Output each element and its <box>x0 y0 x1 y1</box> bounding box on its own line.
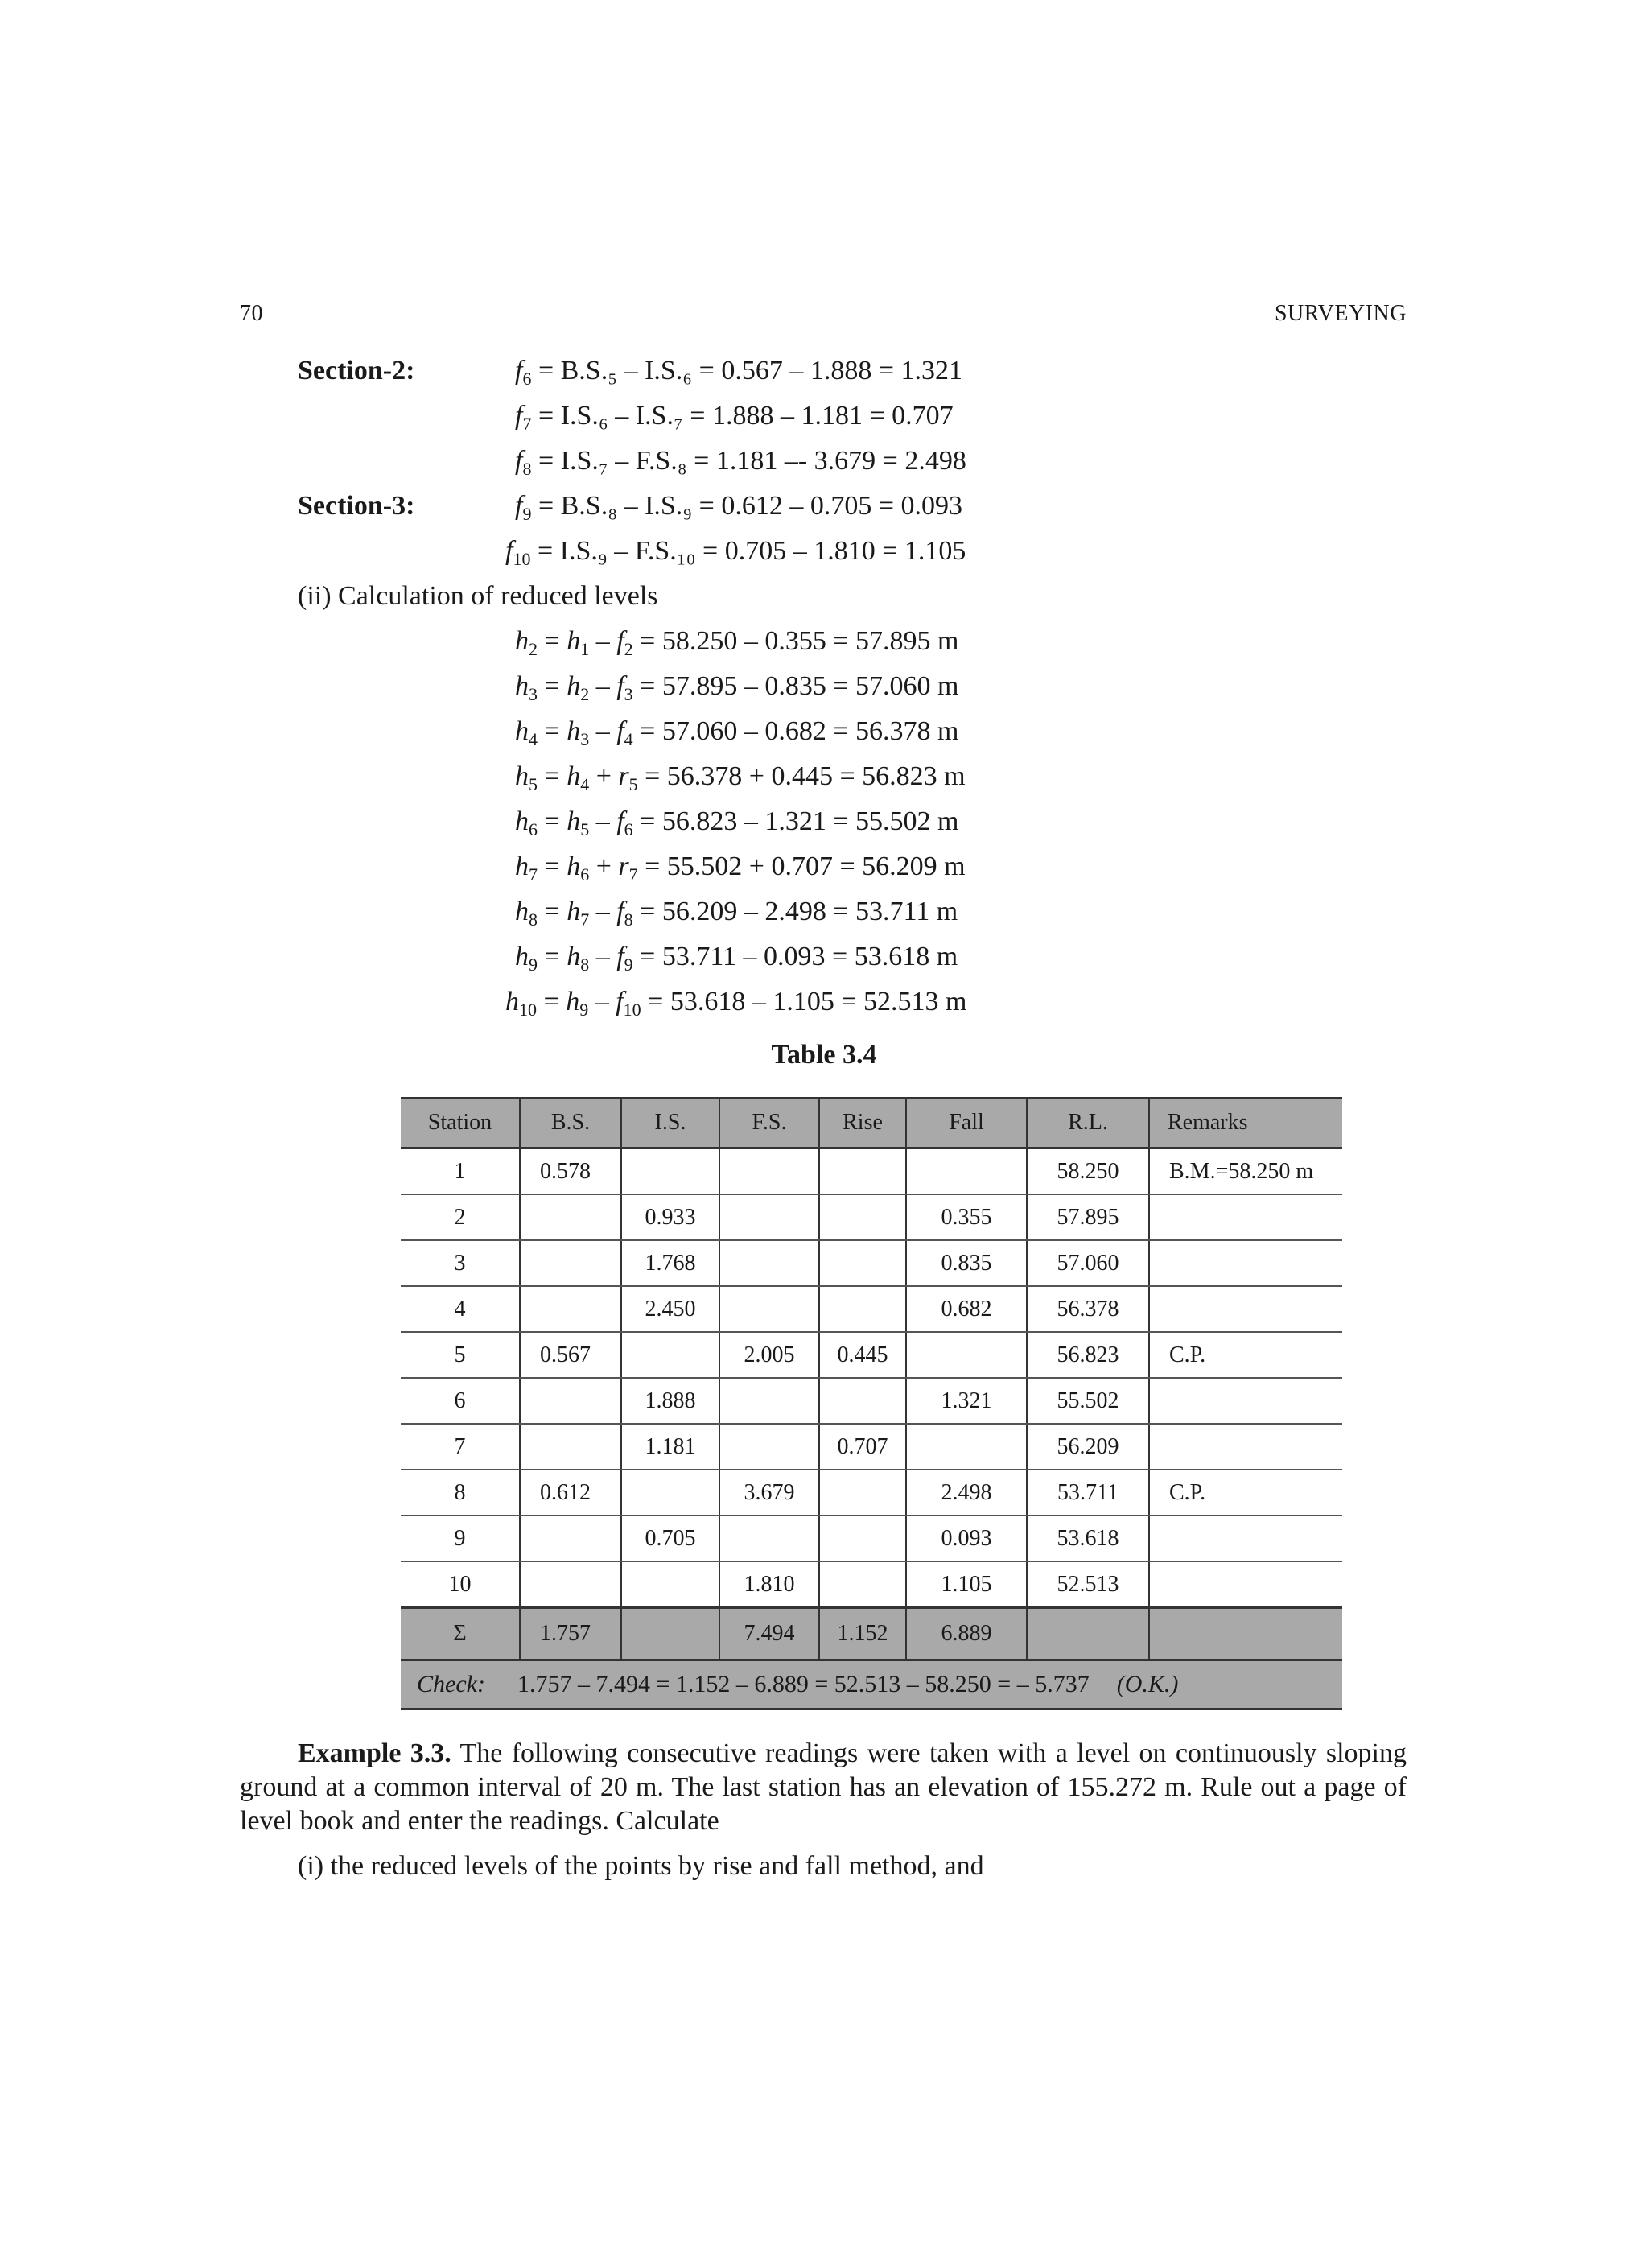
table-row <box>401 1194 1342 1240</box>
table-cell: 9 <box>401 1515 520 1561</box>
table-cell: Σ <box>401 1608 520 1660</box>
table-cell <box>621 1332 719 1378</box>
table-cell <box>906 1424 1027 1470</box>
equation-h9-text: = 53.711 – 0.093 = 53.618 m <box>640 942 958 971</box>
table-cell: 0.612 <box>520 1470 621 1515</box>
table-cell <box>719 1148 819 1195</box>
table-cell <box>520 1561 621 1608</box>
calculation-heading: (ii) Calculation of reduced levels <box>298 581 658 611</box>
column-header: B.S. <box>520 1098 621 1148</box>
table-row <box>401 1240 1342 1286</box>
table-cell: 2.005 <box>719 1332 819 1378</box>
table-sum-row <box>401 1608 1342 1660</box>
equation-f7: $f_7 = I.S._6 - I.S._7 = 1.888 - 1.181 = 0.707$ <box>515 401 954 434</box>
table-cell <box>520 1515 621 1561</box>
equation-f6: $f_6 = B.S._5 - I.S._6 = 0.567 - 1.888 = 1.321$ <box>515 356 963 389</box>
table-cell <box>520 1378 621 1424</box>
table-cell: 6.889 <box>906 1608 1027 1660</box>
level-book-table <box>401 1097 1342 1710</box>
column-header: F.S. <box>719 1098 819 1148</box>
table-cell: 52.513 <box>1027 1561 1149 1608</box>
table-cell <box>1149 1194 1342 1240</box>
table-title: Table 3.4 <box>771 1040 877 1070</box>
equation-f8-text: = I.S.₇ – F.S.₈ = 1.181 –- 3.679 = 2.498 <box>538 446 966 476</box>
equation-h8: $h_8 = h_7 - f_8 = 56.209 - 2.498 = 53.711$ m <box>515 897 958 930</box>
table-cell <box>719 1515 819 1561</box>
equation-h6-text: = 56.823 – 1.321 = 55.502 m <box>640 806 959 836</box>
table-cell: 1.152 <box>819 1608 906 1660</box>
equation-f10-text: = I.S.₉ – F.S.₁₀ = 0.705 – 1.810 = 1.105 <box>537 536 966 566</box>
table-cell: C.P. <box>1149 1470 1342 1515</box>
table-cell <box>621 1148 719 1195</box>
table-cell: 2.498 <box>906 1470 1027 1515</box>
table-cell <box>906 1332 1027 1378</box>
table-cell: 2 <box>401 1194 520 1240</box>
table-row <box>401 1470 1342 1515</box>
equation-h7: $h_7 = h_6 + r_7 = 55.502 + 0.707 = 56.209$ m <box>515 852 966 885</box>
equation-h5: $h_5 = h_4 + r_5 = 56.378 + 0.445 = 56.823$ m <box>515 761 966 794</box>
table-cell <box>1149 1240 1342 1286</box>
table-cell <box>1149 1561 1342 1608</box>
table-cell <box>520 1194 621 1240</box>
table-cell: 57.895 <box>1027 1194 1149 1240</box>
table-cell: 3 <box>401 1240 520 1286</box>
equation-h2: $h_2 = h_1 - f_2 = 58.250 - 0.355 = 57.895$ m <box>515 626 959 659</box>
table-cell <box>719 1194 819 1240</box>
table-cell: 0.705 <box>621 1515 719 1561</box>
table-cell <box>520 1286 621 1332</box>
table-cell <box>1149 1608 1342 1660</box>
equation-h4: $h_4 = h_3 - f_4 = 57.060 - 0.682 = 56.378$ m <box>515 716 959 749</box>
table-cell <box>621 1561 719 1608</box>
table-cell: 0.578 <box>520 1148 621 1195</box>
table-header-row <box>401 1098 1342 1148</box>
table-cell: 56.823 <box>1027 1332 1149 1378</box>
section-3-label: Section-3: <box>298 491 415 521</box>
table-cell: 55.502 <box>1027 1378 1149 1424</box>
table-cell <box>719 1240 819 1286</box>
table-cell <box>1149 1286 1342 1332</box>
equation-h8-text: = 56.209 – 2.498 = 53.711 m <box>640 897 958 926</box>
table-cell <box>819 1561 906 1608</box>
table-cell: 0.682 <box>906 1286 1027 1332</box>
table-row <box>401 1561 1342 1608</box>
table-cell: 8 <box>401 1470 520 1515</box>
equation-h9: $h_9 = h_8 - f_9 = 53.711 - 0.093 = 53.618$ m <box>515 942 958 975</box>
equation-h3-text: = 57.895 – 0.835 = 57.060 m <box>640 671 959 701</box>
table-cell <box>621 1608 719 1660</box>
table-cell: 1.768 <box>621 1240 719 1286</box>
equation-f7-text: = I.S.₆ – I.S.₇ = 1.888 – 1.181 = 0.707 <box>538 401 954 431</box>
table-cell <box>819 1194 906 1240</box>
table-cell: 1.757 <box>520 1608 621 1660</box>
table-cell: 1.888 <box>621 1378 719 1424</box>
table-cell <box>719 1424 819 1470</box>
section-2-label: Section-2: <box>298 356 415 386</box>
check-ok: (O.K.) <box>1116 1671 1179 1697</box>
equation-f10: $f_{10} = I.S._9 - F.S._{10} = 0.705 - 1.810 = 1.105$ <box>505 536 966 569</box>
column-header: R.L. <box>1027 1098 1149 1148</box>
table-cell <box>1149 1515 1342 1561</box>
table-check-row <box>401 1660 1342 1709</box>
table-cell <box>1149 1424 1342 1470</box>
table-cell: 53.711 <box>1027 1470 1149 1515</box>
table-cell <box>1027 1608 1149 1660</box>
table-cell: 6 <box>401 1378 520 1424</box>
table-cell <box>819 1286 906 1332</box>
table-cell: 1.321 <box>906 1378 1027 1424</box>
table-cell: 4 <box>401 1286 520 1332</box>
table-cell <box>906 1148 1027 1195</box>
equation-f6-text: = B.S.₅ – I.S.₆ = 0.567 – 1.888 = 1.321 <box>538 356 963 386</box>
table-cell: 1.181 <box>621 1424 719 1470</box>
table-cell <box>819 1240 906 1286</box>
table-cell: 56.209 <box>1027 1424 1149 1470</box>
check-text: 1.757 – 7.494 = 1.152 – 6.889 = 52.513 – 58.250 = – 5.737 <box>517 1671 1090 1697</box>
equation-h2-text: = 58.250 – 0.355 = 57.895 m <box>640 626 959 656</box>
table-cell: 10 <box>401 1561 520 1608</box>
table-cell <box>819 1470 906 1515</box>
table-cell: 0.093 <box>906 1515 1027 1561</box>
table-cell: 5 <box>401 1332 520 1378</box>
equation-h6: $h_6 = h_5 - f_6 = 56.823 - 1.321 = 55.502$ m <box>515 806 959 839</box>
table-cell: B.M.=58.250 m <box>1149 1148 1342 1195</box>
table-cell <box>819 1378 906 1424</box>
table-cell: 0.445 <box>819 1332 906 1378</box>
column-header: Fall <box>906 1098 1027 1148</box>
table-cell <box>520 1240 621 1286</box>
table-cell: 57.060 <box>1027 1240 1149 1286</box>
table-row <box>401 1148 1342 1195</box>
equation-h7-text: = 55.502 + 0.707 = 56.209 m <box>645 852 966 881</box>
column-header: Rise <box>819 1098 906 1148</box>
page-number: 70 <box>240 301 263 326</box>
table-cell <box>621 1470 719 1515</box>
table-row <box>401 1286 1342 1332</box>
equation-h5-text: = 56.378 + 0.445 = 56.823 m <box>645 761 966 791</box>
example-paragraph <box>240 1737 1407 1838</box>
table-cell: 0.355 <box>906 1194 1027 1240</box>
table-cell: 1 <box>401 1148 520 1195</box>
table-row <box>401 1515 1342 1561</box>
table-cell: 58.250 <box>1027 1148 1149 1195</box>
column-header: I.S. <box>621 1098 719 1148</box>
table-cell: 7.494 <box>719 1608 819 1660</box>
table-cell <box>719 1378 819 1424</box>
table-cell: 0.707 <box>819 1424 906 1470</box>
check-cell <box>401 1660 1342 1709</box>
example-item-i: (i) the reduced levels of the points by rise and fall method, and <box>298 1851 984 1881</box>
table-cell <box>819 1148 906 1195</box>
table-cell: 56.378 <box>1027 1286 1149 1332</box>
equation-h10-text: = 53.618 – 1.105 = 52.513 m <box>648 987 967 1016</box>
table-cell: 53.618 <box>1027 1515 1149 1561</box>
example-text: The following consecutive readings were taken with a level on continuously sloping ground at a common interval of 20 m. The last station has an elevation of 155.272 m. Rule out a page of level book and enter the readings. Calculate <box>240 1738 1407 1836</box>
table-cell: 7 <box>401 1424 520 1470</box>
table-row <box>401 1424 1342 1470</box>
table-cell <box>719 1286 819 1332</box>
table-cell <box>1149 1378 1342 1424</box>
table-cell: 1.810 <box>719 1561 819 1608</box>
table-cell: 0.567 <box>520 1332 621 1378</box>
equation-h3: $h_3 = h_2 - f_3 = 57.895 - 0.835 = 57.060$ m <box>515 671 959 704</box>
equation-f9: $f_9 = B.S._8 - I.S._9 = 0.612 - 0.705 = 0.093$ <box>515 491 963 524</box>
table-cell: 0.933 <box>621 1194 719 1240</box>
table-cell <box>819 1515 906 1561</box>
equation-f8: $f_8 = I.S._7 - F.S._8 = 1.181 -- 3.679 = 2.498$ <box>515 446 966 479</box>
check-label: Check: <box>417 1671 485 1697</box>
equation-h4-text: = 57.060 – 0.682 = 56.378 m <box>640 716 959 746</box>
table-row <box>401 1378 1342 1424</box>
table-cell: 1.105 <box>906 1561 1027 1608</box>
equation-h10: $h_{10} = h_9 - f_{10} = 53.618 - 1.105 = 52.513$ m <box>505 987 967 1020</box>
column-header: Station <box>401 1098 520 1148</box>
equation-f9-text: = B.S.₈ – I.S.₉ = 0.612 – 0.705 = 0.093 <box>538 491 963 521</box>
running-head: SURVEYING <box>1274 301 1407 326</box>
table-cell: C.P. <box>1149 1332 1342 1378</box>
table-cell: 0.835 <box>906 1240 1027 1286</box>
table-cell: 3.679 <box>719 1470 819 1515</box>
example-label: Example 3.3. <box>298 1738 451 1768</box>
column-header: Remarks <box>1149 1098 1342 1148</box>
table-row <box>401 1332 1342 1378</box>
table-cell: 2.450 <box>621 1286 719 1332</box>
table-cell <box>520 1424 621 1470</box>
